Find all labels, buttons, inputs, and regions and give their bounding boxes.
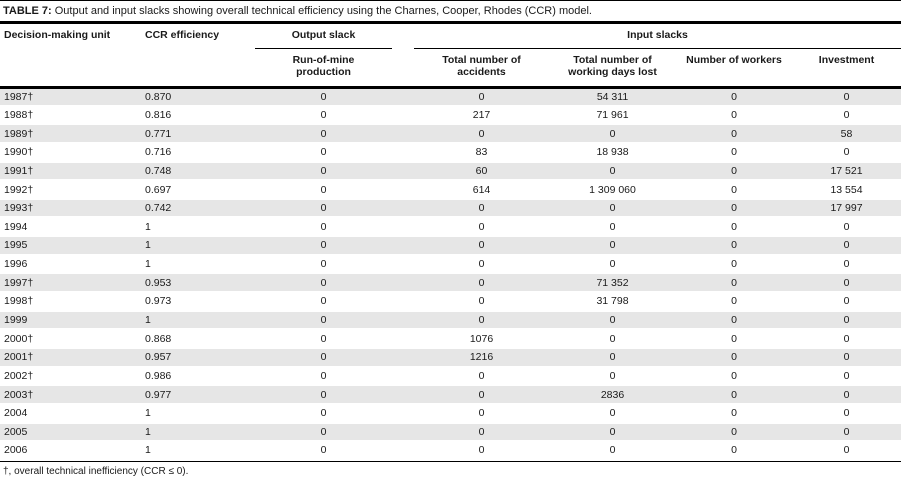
table-row [0, 385, 901, 404]
cell-workers: 0 [676, 367, 792, 386]
cell-run-of-mine: 0 [255, 423, 392, 442]
table-title [0, 1, 901, 24]
col-header-accidents [414, 48, 549, 87]
cell-days-lost: 18 938 [549, 143, 676, 162]
cell-accidents: 0 [414, 385, 549, 404]
table-row [0, 217, 901, 236]
cell-accidents: 0 [414, 404, 549, 423]
cell-run-of-mine: 0 [255, 348, 392, 367]
cell-run-of-mine: 0 [255, 292, 392, 311]
cell-ccr: 1 [140, 255, 255, 274]
cell-gap [392, 255, 414, 274]
cell-ccr: 0.868 [140, 329, 255, 348]
cell-workers: 0 [676, 162, 792, 181]
table-row [0, 106, 901, 125]
col-header-days-lost [549, 48, 676, 87]
cell-gap [392, 87, 414, 106]
cell-workers: 0 [676, 217, 792, 236]
cell-run-of-mine: 0 [255, 87, 392, 106]
cell-workers: 0 [676, 423, 792, 442]
cell-ccr: 1 [140, 423, 255, 442]
cell-run-of-mine: 0 [255, 143, 392, 162]
cell-run-of-mine: 0 [255, 124, 392, 143]
table-row [0, 236, 901, 255]
col-header-dmu: Decision-making unit [0, 24, 140, 87]
cell-days-lost: 0 [549, 124, 676, 143]
cell-ccr: 0.973 [140, 292, 255, 311]
cell-dmu: 2000† [0, 329, 140, 348]
cell-accidents: 614 [414, 180, 549, 199]
cell-run-of-mine: 0 [255, 385, 392, 404]
col-header-investment: Investment [792, 48, 901, 87]
cell-workers: 0 [676, 404, 792, 423]
cell-ccr: 0.870 [140, 87, 255, 106]
cell-days-lost: 71 352 [549, 273, 676, 292]
cell-investment: 0 [792, 106, 901, 125]
cell-accidents: 0 [414, 273, 549, 292]
cell-days-lost: 0 [549, 162, 676, 181]
table-row [0, 180, 901, 199]
cell-workers: 0 [676, 292, 792, 311]
cell-investment: 0 [792, 423, 901, 442]
cell-run-of-mine: 0 [255, 255, 392, 274]
cell-gap [392, 124, 414, 143]
cell-investment: 0 [792, 441, 901, 460]
cell-gap [392, 404, 414, 423]
cell-investment: 0 [792, 329, 901, 348]
cell-accidents: 1216 [414, 348, 549, 367]
cell-ccr: 0.953 [140, 273, 255, 292]
cell-dmu: 1995 [0, 236, 140, 255]
col-header-days-lost-label: Total number of working days lost [568, 53, 657, 78]
cell-investment: 13 554 [792, 180, 901, 199]
cell-ccr: 0.816 [140, 106, 255, 125]
cell-workers: 0 [676, 143, 792, 162]
col-header-run-of-mine [255, 48, 392, 87]
cell-ccr: 1 [140, 311, 255, 330]
cell-dmu: 1994 [0, 217, 140, 236]
cell-workers: 0 [676, 311, 792, 330]
cell-workers: 0 [676, 385, 792, 404]
cell-dmu: 1996 [0, 255, 140, 274]
cell-investment: 0 [792, 311, 901, 330]
cell-run-of-mine: 0 [255, 199, 392, 218]
cell-dmu: 1993† [0, 199, 140, 218]
cell-days-lost: 0 [549, 423, 676, 442]
cell-days-lost: 0 [549, 441, 676, 460]
cell-dmu: 2002† [0, 367, 140, 386]
cell-accidents: 0 [414, 367, 549, 386]
cell-run-of-mine: 0 [255, 404, 392, 423]
column-gap [392, 24, 414, 48]
table-row [0, 255, 901, 274]
cell-accidents: 0 [414, 87, 549, 106]
cell-ccr: 0.697 [140, 180, 255, 199]
table-row [0, 348, 901, 367]
col-group-output-slack: Output slack [255, 24, 392, 48]
cell-ccr: 1 [140, 217, 255, 236]
cell-workers: 0 [676, 441, 792, 460]
cell-dmu: 1989† [0, 124, 140, 143]
cell-days-lost: 0 [549, 348, 676, 367]
table-footnote: †, overall technical inefficiency (CCR ≤ 0). [0, 461, 901, 477]
table-row [0, 199, 901, 218]
cell-ccr: 1 [140, 404, 255, 423]
cell-ccr: 0.957 [140, 348, 255, 367]
ccr-slacks-table [0, 24, 901, 461]
cell-investment: 0 [792, 87, 901, 106]
cell-workers: 0 [676, 329, 792, 348]
cell-ccr: 0.986 [140, 367, 255, 386]
cell-accidents: 217 [414, 106, 549, 125]
cell-accidents: 0 [414, 217, 549, 236]
cell-days-lost: 0 [549, 311, 676, 330]
cell-dmu: 2005 [0, 423, 140, 442]
cell-investment: 0 [792, 143, 901, 162]
cell-days-lost: 2836 [549, 385, 676, 404]
table-row [0, 124, 901, 143]
cell-investment: 0 [792, 292, 901, 311]
cell-ccr: 0.977 [140, 385, 255, 404]
cell-gap [392, 143, 414, 162]
cell-gap [392, 423, 414, 442]
table-row [0, 311, 901, 330]
cell-investment: 58 [792, 124, 901, 143]
table-number-label: TABLE 7: [3, 5, 52, 17]
cell-gap [392, 273, 414, 292]
cell-run-of-mine: 0 [255, 367, 392, 386]
cell-days-lost: 0 [549, 367, 676, 386]
cell-workers: 0 [676, 255, 792, 274]
cell-gap [392, 292, 414, 311]
cell-dmu: 1998† [0, 292, 140, 311]
cell-days-lost: 0 [549, 217, 676, 236]
cell-ccr: 0.716 [140, 143, 255, 162]
cell-dmu: 2004 [0, 404, 140, 423]
cell-gap [392, 217, 414, 236]
cell-dmu: 1999 [0, 311, 140, 330]
cell-accidents: 0 [414, 255, 549, 274]
cell-workers: 0 [676, 106, 792, 125]
col-group-input-slacks: Input slacks [414, 24, 901, 48]
cell-ccr: 0.742 [140, 199, 255, 218]
cell-run-of-mine: 0 [255, 106, 392, 125]
table-title-text: Output and input slacks showing overall technical efficiency using the Charnes, Cooper, Rhodes (CCR) model. [51, 5, 592, 17]
cell-investment: 0 [792, 404, 901, 423]
cell-gap [392, 348, 414, 367]
cell-gap [392, 329, 414, 348]
cell-days-lost: 71 961 [549, 106, 676, 125]
cell-dmu: 1997† [0, 273, 140, 292]
cell-dmu: 1988† [0, 106, 140, 125]
cell-workers: 0 [676, 124, 792, 143]
cell-run-of-mine: 0 [255, 217, 392, 236]
cell-run-of-mine: 0 [255, 329, 392, 348]
cell-days-lost: 0 [549, 404, 676, 423]
cell-investment: 0 [792, 367, 901, 386]
cell-accidents: 0 [414, 124, 549, 143]
table-row [0, 329, 901, 348]
cell-workers: 0 [676, 348, 792, 367]
column-gap [392, 48, 414, 87]
cell-accidents: 0 [414, 441, 549, 460]
cell-workers: 0 [676, 180, 792, 199]
table-row [0, 367, 901, 386]
cell-gap [392, 311, 414, 330]
cell-workers: 0 [676, 199, 792, 218]
cell-days-lost: 54 311 [549, 87, 676, 106]
table-header [0, 24, 901, 87]
cell-dmu: 2006 [0, 441, 140, 460]
cell-accidents: 83 [414, 143, 549, 162]
table-row [0, 162, 901, 181]
cell-accidents: 0 [414, 199, 549, 218]
col-header-workers: Number of workers [676, 48, 792, 87]
cell-run-of-mine: 0 [255, 180, 392, 199]
cell-dmu: 1992† [0, 180, 140, 199]
cell-workers: 0 [676, 87, 792, 106]
cell-run-of-mine: 0 [255, 441, 392, 460]
col-header-run-of-mine-label: Run-of-mine production [292, 53, 355, 78]
cell-days-lost: 31 798 [549, 292, 676, 311]
cell-accidents: 0 [414, 311, 549, 330]
cell-gap [392, 199, 414, 218]
cell-investment: 0 [792, 217, 901, 236]
cell-gap [392, 162, 414, 181]
col-header-ccr: CCR efficiency [140, 24, 255, 87]
cell-accidents: 0 [414, 236, 549, 255]
cell-dmu: 1987† [0, 87, 140, 106]
cell-ccr: 0.748 [140, 162, 255, 181]
cell-gap [392, 385, 414, 404]
cell-investment: 0 [792, 385, 901, 404]
cell-gap [392, 180, 414, 199]
group-header-row [0, 24, 901, 48]
table-row [0, 87, 901, 106]
cell-accidents: 0 [414, 292, 549, 311]
cell-gap [392, 106, 414, 125]
cell-gap [392, 236, 414, 255]
cell-investment: 17 521 [792, 162, 901, 181]
cell-workers: 0 [676, 273, 792, 292]
cell-run-of-mine: 0 [255, 273, 392, 292]
cell-dmu: 2001† [0, 348, 140, 367]
table-row [0, 292, 901, 311]
cell-investment: 0 [792, 273, 901, 292]
cell-ccr: 0.771 [140, 124, 255, 143]
cell-run-of-mine: 0 [255, 236, 392, 255]
cell-accidents: 1076 [414, 329, 549, 348]
cell-days-lost: 1 309 060 [549, 180, 676, 199]
cell-ccr: 1 [140, 441, 255, 460]
cell-gap [392, 441, 414, 460]
table-row [0, 423, 901, 442]
cell-days-lost: 0 [549, 329, 676, 348]
cell-accidents: 60 [414, 162, 549, 181]
cell-days-lost: 0 [549, 255, 676, 274]
table-row [0, 404, 901, 423]
table-body [0, 87, 901, 460]
table-row [0, 441, 901, 460]
cell-run-of-mine: 0 [255, 162, 392, 181]
cell-days-lost: 0 [549, 236, 676, 255]
cell-dmu: 1990† [0, 143, 140, 162]
cell-days-lost: 0 [549, 199, 676, 218]
cell-dmu: 2003† [0, 385, 140, 404]
cell-run-of-mine: 0 [255, 311, 392, 330]
cell-investment: 0 [792, 236, 901, 255]
cell-gap [392, 367, 414, 386]
cell-workers: 0 [676, 236, 792, 255]
cell-investment: 0 [792, 348, 901, 367]
table-row [0, 273, 901, 292]
cell-investment: 0 [792, 255, 901, 274]
cell-accidents: 0 [414, 423, 549, 442]
cell-dmu: 1991† [0, 162, 140, 181]
col-header-accidents-label: Total number of accidents [442, 53, 521, 78]
table-row [0, 143, 901, 162]
cell-investment: 17 997 [792, 199, 901, 218]
cell-ccr: 1 [140, 236, 255, 255]
